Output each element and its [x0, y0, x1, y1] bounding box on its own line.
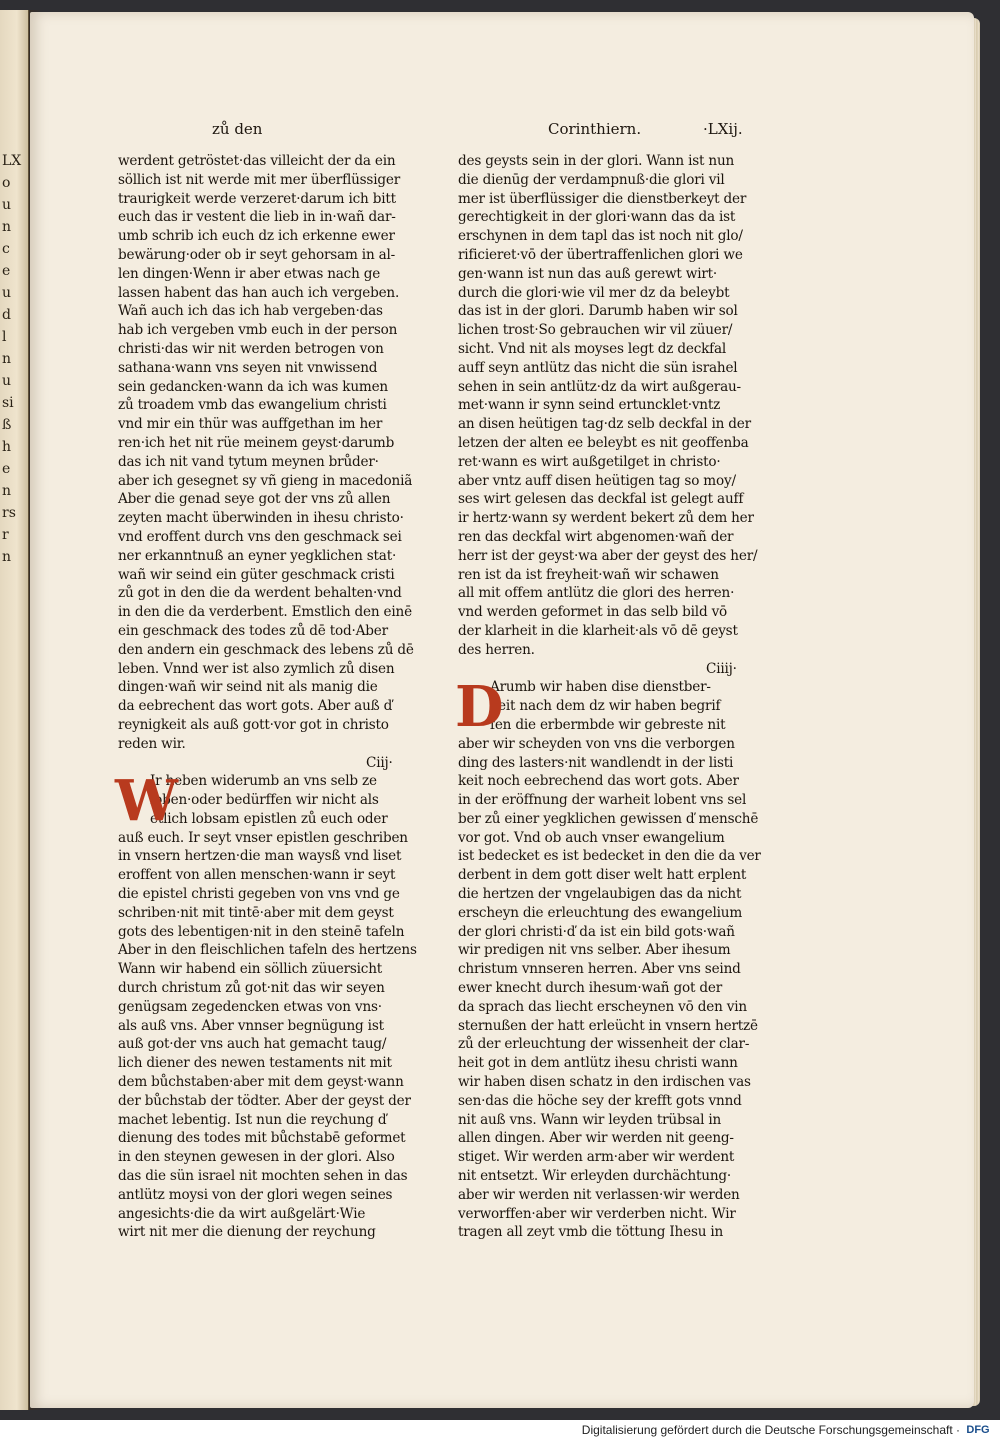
text-line: heit got in dem antlütz ihesu christi wann: [458, 1055, 738, 1072]
text-line: umb schrib ich euch dz ich erkenne ewer: [118, 228, 395, 245]
digitization-footer: [0, 1420, 1000, 1442]
text-line: erscheyn die erleuchtung des ewangelium: [458, 904, 743, 921]
text-line: ein geschmack des todes zů dē tod·Aber: [118, 622, 388, 639]
text-line: auff seyn antlütz das nicht die sün israhel: [458, 359, 738, 376]
text-line: zů troadem vmb das ewangelium christi: [118, 397, 387, 414]
text-line: ewer knecht durch ihesum·wañ got der: [458, 980, 722, 997]
text-line: len dingen·Wenn ir aber etwas nach ge: [118, 265, 381, 282]
text-line: die hertzen der vngelaubigen das da nicht: [458, 886, 742, 903]
text-line: vnd werden geformet in das selb bild vō: [458, 604, 728, 621]
text-line: etlich lobsam epistlen zů euch oder: [150, 810, 388, 827]
text-line: ir hertz·wann sy werdent bekert zů dem her: [458, 510, 754, 527]
text-line: das ist in der glori. Darumb haben wir sol: [458, 303, 738, 320]
text-line: rificieret·vō der übertraffenlichen glori we: [458, 246, 743, 263]
text-line: keit noch eebrechend das wort gots. Aber: [458, 773, 739, 790]
text-line: letzen der alten ee beleybt es nit geoffenba: [458, 434, 749, 451]
text-line: schriben·nit mit tintē·aber mit dem geyst: [118, 904, 394, 921]
text-line: da eebrechent das wort gots. Aber auß ď: [118, 698, 393, 715]
text-line: werdent getröstet·das villeicht der da ein: [118, 153, 396, 169]
text-line: das ich nit vand tytum meynen brůder·: [118, 453, 379, 470]
text-line: in den die da verderbent. Emstlich den einē: [118, 604, 412, 621]
text-line: gots des lebentigen·nit in den steinē tafeln: [118, 923, 405, 940]
text-line: sathana·wann vns seyen nit vnwissend: [118, 359, 378, 376]
text-line: an disen heütigen tag·dz selb deckfal in der: [458, 416, 751, 433]
text-line: wir predigen nit vns selber. Aber ihesum: [458, 942, 731, 959]
text-line: tragen all zeyt vmb die töttung Ihesu in: [458, 1224, 724, 1241]
text-line: dem bůchstaben·aber mit dem geyst·wann: [118, 1074, 404, 1091]
text-line: Arumb wir haben dise dienstber-: [490, 679, 711, 696]
text-line: auß got·der vns auch hat gemacht taug/: [118, 1036, 387, 1053]
previous-page-edge: [0, 10, 29, 1410]
funding-credit: Digitalisierung gefördert durch die Deutsche Forschungsgemeinschaft ·: [581, 1423, 960, 1437]
text-line: genügsam zegedencken etwas von vns·: [118, 998, 382, 1015]
text-line: die dienūg der verdampnuß·die glori vil: [458, 171, 725, 188]
text-line: sen·das die höche sey der krefft gots vnnd: [458, 1092, 742, 1109]
text-line: sein gedancken·wann da ich was kumen: [118, 378, 388, 395]
text-line: aber wir scheyden von vns die verborgen: [458, 735, 735, 752]
text-line: aber vntz auff disen heütigen tag so moy/: [458, 472, 736, 489]
running-head-left: zů den: [212, 120, 263, 138]
text-line: das die sün israel nit mochten sehen in das: [118, 1168, 408, 1185]
right-paragraph-1: [458, 152, 758, 660]
text-line: reynigkeit als auß gott·vor got in christo: [118, 716, 389, 733]
left-paragraph-1: [118, 152, 414, 754]
text-line: der glori christi·ď da ist ein bild gots·wañ: [458, 923, 735, 940]
text-line: derbent in dem gott diser welt hatt erplent: [458, 867, 747, 884]
text-line: lassen habent das han auch ich vergeben.: [118, 284, 400, 301]
left-paragraph-2: [115, 768, 417, 1242]
decorated-initial-w: W: [115, 768, 178, 835]
running-head-center: Corinthiern.: [548, 120, 642, 138]
decorated-initial-d: D: [455, 674, 504, 741]
text-line: vnd eroffent durch vns den geschmack sei: [118, 528, 402, 545]
text-line: zů got in den die da werdent behalten·vnd: [118, 585, 402, 602]
text-line: vor got. Vnd ob auch vnser ewangelium: [458, 829, 725, 846]
text-line: euch das ir vestent die lieb in in·wañ dar-: [118, 209, 396, 226]
text-line: durch christum zů got·nit das wir seyen: [118, 980, 385, 997]
text-line: auß euch. Ir seyt vnser epistlen geschriben: [118, 829, 408, 846]
text-line: in der eröffnung der warheit lobent vns sel: [458, 792, 747, 809]
text-line: keit nach dem dz wir haben begrif: [490, 698, 721, 715]
text-line: als auß vns. Aber vnnser begnügung ist: [118, 1017, 384, 1034]
text-line: lichen trost·So gebrauchen wir vil züuer/: [458, 322, 733, 339]
text-line: stiget. Wir werden arm·aber wir werdent: [458, 1149, 735, 1166]
text-line: da sprach das liecht erscheynen vō den vin: [458, 998, 747, 1015]
text-line: sehen in sein antlütz·dz da wirt außgerau-: [458, 378, 741, 395]
text-line: loben·oder bedürffen wir nicht als: [150, 792, 379, 809]
text-line: christi·das wir nit werden betrogen von: [118, 340, 384, 357]
text-line: sternußen der hatt erleücht in vnsern hertzē: [458, 1017, 758, 1034]
text-line: verworffen·aber wir verderben nicht. Wir: [458, 1205, 736, 1222]
left-section-marker-label: Ciij·: [366, 754, 393, 771]
text-line: wirt nit mer die dienung der reychung: [118, 1224, 376, 1241]
text-line: wir haben disen schatz in den irdischen vas: [458, 1074, 751, 1091]
text-line: aber ich gesegnet sy vñ gieng in macedoniã: [118, 472, 413, 489]
text-line: eroffent von allen menschen·wann ir seyt: [118, 867, 396, 884]
text-line: des geysts sein in der glori. Wann ist nun: [458, 153, 735, 169]
text-line: sicht. Vnd nit als moyses legt dz deckfal: [458, 340, 727, 357]
text-line: ren das deckfal wirt abgenomen·wañ der: [458, 528, 734, 545]
text-line: nit entsetzt. Wir erleyden durchächtung·: [458, 1168, 732, 1185]
text-line: in den steynen gewesen in der glori. Also: [118, 1149, 395, 1166]
text-line: ses wirt gelesen das deckfal ist gelegt auff: [458, 491, 744, 508]
text-line: die epistel christi gegeben von vns vnd ge: [118, 886, 400, 903]
text-line: der klarheit in die klarheit·als vō dē geyst: [458, 622, 738, 639]
right-section-marker-label: Ciiij·: [706, 660, 737, 677]
text-line: Wann wir habend ein söllich züuersicht: [118, 961, 383, 978]
text-line: vnd mir ein thür was auffgethan im her: [118, 416, 383, 433]
text-line: hab ich vergeben vmb euch in der person: [118, 322, 398, 339]
text-line: leben. Vnnd wer ist also zymlich zů disen: [118, 660, 395, 677]
text-line: dingen·wañ wir seind nit als manig die: [118, 679, 378, 696]
text-line: angesichts·die da wirt außgelärt·Wie: [118, 1205, 366, 1222]
text-line: mer ist überflüssiger die dienstberkeyt der: [458, 190, 747, 207]
text-line: erschynen in dem tapl das ist noch nit glo/: [458, 228, 743, 245]
text-line: gen·wann ist nun das auß gerewt wirt·: [458, 265, 718, 282]
text-line: Aber die genad seye got der vns zů allen: [118, 491, 391, 508]
text-line: met·wann ir synn seind ertuncklet·vntz: [458, 397, 721, 414]
text-line: wañ wir seind ein güter geschmack cristi: [118, 566, 395, 583]
text-line: ren·ich het nit rüe meinem geyst·darumb: [118, 434, 395, 451]
right-paragraph-2: [455, 674, 761, 1242]
text-line: Wañ auch ich das ich hab vergeben·das: [118, 303, 383, 320]
text-line: ding des lasters·nit wandlendt in der listi: [458, 754, 734, 771]
text-line: der bůchstab der tödter. Aber der geyst der: [118, 1092, 411, 1109]
text-line: des herren.: [458, 641, 535, 658]
text-line: ner erkanntnuß an eyner yegklichen stat·: [118, 547, 397, 564]
text-line: ber zů einer yegklichen gewissen ď menschē: [458, 810, 759, 827]
text-line: in vnsern hertzen·die man waysß vnd liset: [118, 848, 402, 865]
text-line: zů der erleuchtung der wissenheit der clar-: [458, 1036, 750, 1053]
right-text-column: [455, 152, 761, 1242]
text-line: ren ist da ist freyheit·wañ wir schawen: [458, 566, 719, 583]
text-line: ret·wann es wirt außgetilget in christo·: [458, 453, 721, 470]
text-line: dienung des todes mit bůchstabē geformet: [118, 1130, 406, 1147]
text-line: christum vnnseren herren. Aber vns seind: [458, 961, 741, 978]
text-line: fen die erbermbde wir gebreste nit: [490, 716, 726, 733]
text-line: all mit offem antlütz die glori des herren·: [458, 585, 735, 602]
text-line: allen dingen. Aber wir werden nit geeng-: [458, 1130, 734, 1147]
left-text-column: [115, 152, 417, 1242]
text-line: antlütz moysi von der glori wegen seines: [118, 1186, 393, 1203]
dfg-logo: DFG: [966, 1424, 990, 1436]
text-line: durch die glori·wie vil mer dz da beleybt: [458, 284, 730, 301]
previous-page-text: LX o u n c e u d l n u si ß h e n rs r n: [2, 153, 22, 565]
text-line: zeyten macht überwinden in ihesu christo·: [118, 510, 404, 527]
text-line: nit auß vns. Wann wir leyden trübsal in: [458, 1111, 722, 1128]
text-line: den andern ein geschmack des lebens zů dē: [118, 641, 414, 658]
text-line: machet lebentig. Ist nun die reychung ď: [118, 1111, 387, 1128]
text-line: gerechtigkeit in der glori·wann das da ist: [458, 209, 736, 226]
text-line: söllich ist nit werde mit mer überflüssiger: [118, 171, 400, 188]
text-line: reden wir.: [118, 735, 186, 752]
text-line: ist bedecket es ist bedecket in den die da ver: [458, 848, 761, 865]
text-line: bewärung·oder ob ir seyt gehorsam in al-: [118, 246, 396, 263]
text-line: Aber in den fleischlichen tafeln des hertzens: [118, 942, 417, 959]
text-line: herr ist der geyst·wa aber der geyst des her/: [458, 547, 758, 564]
text-line: traurigkeit werde verzeret·darum ich bitt: [118, 190, 396, 207]
text-line: lich diener des newen testaments nit mit: [118, 1055, 392, 1072]
text-line: aber wir werden nit verlassen·wir werden: [458, 1186, 740, 1203]
folio-number: ·LXij.: [703, 120, 743, 138]
text-line: Ir heben widerumb an vns selb ze: [150, 773, 377, 790]
